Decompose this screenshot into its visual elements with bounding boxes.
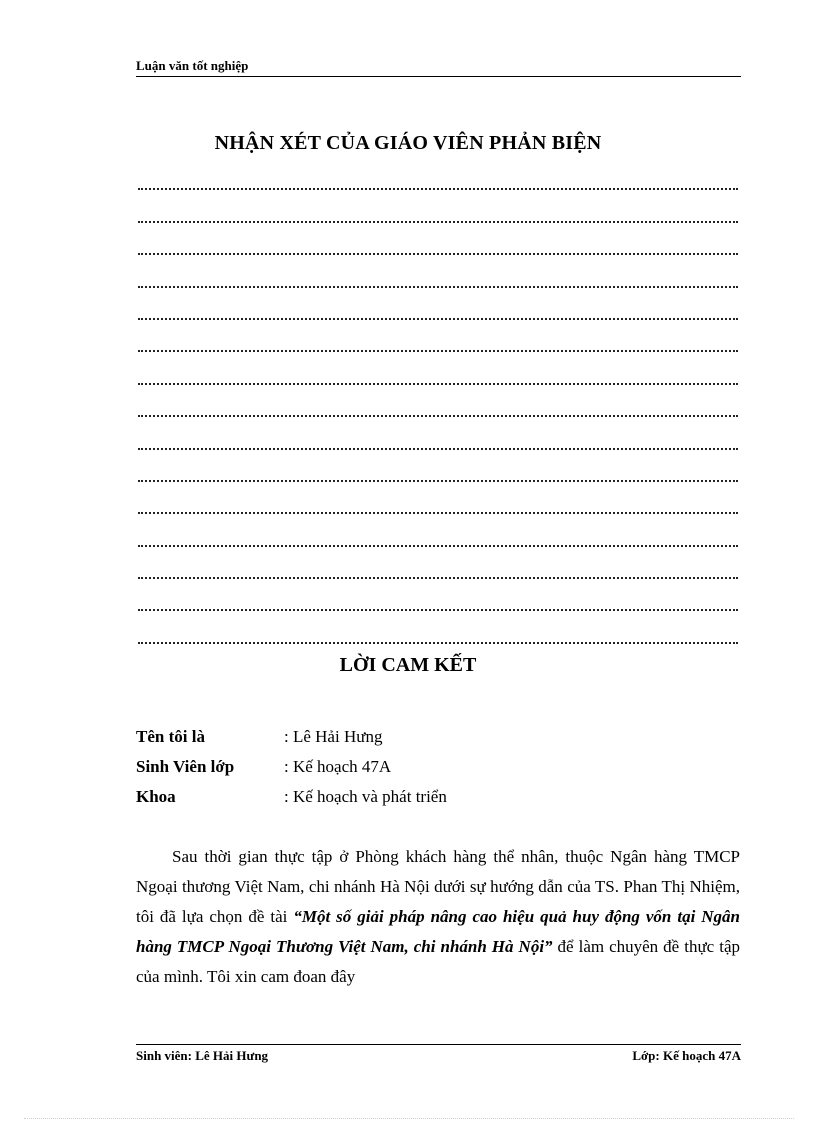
dotted-line (138, 623, 738, 655)
info-row-name (136, 722, 447, 752)
dotted-line (138, 429, 738, 461)
commitment-paragraph (136, 842, 740, 992)
footer-student: Sinh viên: Lê Hải Hưng (136, 1048, 269, 1063)
info-label: Sinh Viên lớp (136, 757, 235, 776)
header-text: Luận văn tốt nghiệp (136, 58, 249, 73)
review-title: NHẬN XÉT CỦA GIÁO VIÊN PHẢN BIỆN (214, 132, 602, 154)
info-row-class (136, 752, 447, 782)
info-value: : Kế hoạch 47A (284, 757, 392, 776)
info-value: : Kế hoạch và phát triển (284, 787, 447, 806)
info-row-faculty (136, 782, 447, 812)
dotted-line (138, 235, 738, 267)
commitment-title: LỜI CAM KẾT (339, 654, 477, 676)
dotted-line (138, 494, 738, 526)
dotted-line (138, 170, 738, 202)
dotted-line (138, 559, 738, 591)
dotted-line (138, 526, 738, 558)
paragraph-topic: “Một số giải pháp nâng cao hiệu quả huy động vốn tại Ngân hàng TMCP Ngoại Thương Việt Nam, chi nhánh Hà Nội” (136, 907, 740, 956)
student-info (136, 722, 447, 812)
dotted-line (138, 364, 738, 396)
footer-class: Lớp: Kế hoạch 47A (632, 1048, 741, 1063)
dotted-line (138, 397, 738, 429)
paragraph-text-after: để làm chuyên đề thực tập của mình. Tôi xin cam đoan đây (136, 937, 740, 986)
info-value: : Lê Hải Hưng (284, 727, 383, 746)
dotted-line (138, 300, 738, 332)
dotted-line (138, 462, 738, 494)
info-label: Khoa (136, 787, 176, 806)
paragraph-text-before: Sau thời gian thực tập ở Phòng khách hàng thể nhân, thuộc Ngân hàng TMCP Ngoại thương Việt Nam, chi nhánh Hà Nội dưới sự hướng dẫn của TS. Phan Thị Nhiệm, tôi đã lựa chọn đề tài (136, 847, 740, 926)
review-dotted-lines (138, 170, 738, 656)
dotted-line (138, 267, 738, 299)
page-header (136, 58, 741, 77)
dotted-line (138, 332, 738, 364)
info-label: Tên tôi là (136, 727, 205, 746)
page-footer (136, 1044, 741, 1064)
dotted-line (138, 202, 738, 234)
dotted-line (138, 591, 738, 623)
page-edge (24, 1118, 794, 1119)
